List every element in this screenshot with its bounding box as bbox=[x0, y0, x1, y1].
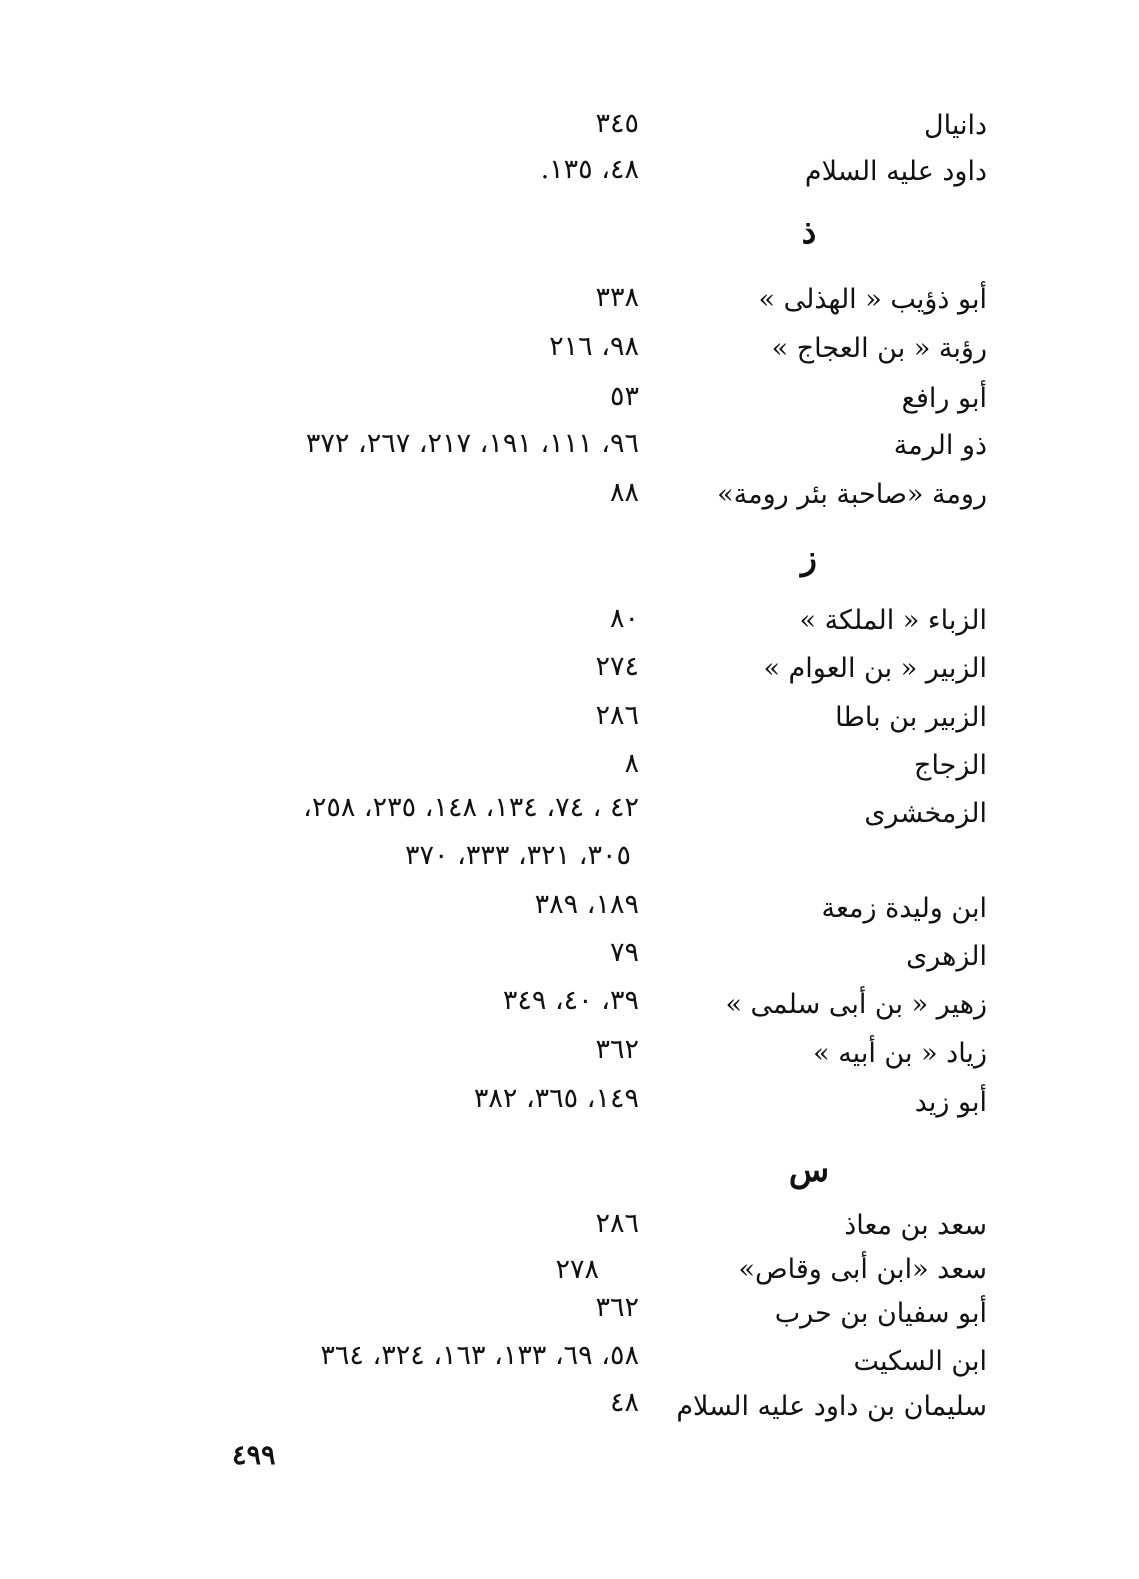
entry-pages: ٢٨٦ bbox=[595, 700, 639, 731]
entry-pages: ٣٦٢ bbox=[595, 1034, 639, 1065]
entry-pages: ٣٩، ٤٠، ٣٤٩ bbox=[502, 985, 639, 1016]
entry-pages: ٧٩ bbox=[609, 937, 639, 968]
entry-pages: ٨٨ bbox=[609, 477, 639, 508]
entry-pages: ٢٧٨ bbox=[555, 1254, 599, 1285]
entry-pages: ١٨٩، ٣٨٩ bbox=[534, 889, 639, 920]
entry-pages: ٩٨، ٢١٦ bbox=[549, 331, 639, 362]
entry-pages: ٤٢ ، ٧٤، ١٣٤، ١٤٨، ٢٣٥، ٢٥٨، bbox=[303, 792, 639, 823]
entry-pages: ٨ bbox=[624, 748, 639, 779]
entry-pages: ٢٧٤ bbox=[595, 651, 639, 682]
entry-name: ابن السكيت bbox=[853, 1346, 987, 1377]
entry-name: أبو سفيان بن حرب bbox=[774, 1298, 987, 1329]
section-letter: ذ bbox=[801, 212, 817, 251]
entry-name: الزجاج bbox=[914, 750, 987, 781]
entry-name: الزبير « بن العوام » bbox=[763, 653, 987, 684]
entry-pages: ١٤٩، ٣٦٥، ٣٨٢ bbox=[473, 1083, 639, 1114]
entry-name: سليمان بن داود عليه السلام bbox=[676, 1391, 987, 1422]
entry-name: الزباء « الملكة » bbox=[799, 605, 987, 636]
entry-pages: ٢٨٦ bbox=[595, 1208, 639, 1239]
entry-pages: ٣٣٨ bbox=[595, 282, 639, 313]
entry-pages: ٨٠ bbox=[609, 603, 639, 634]
entry-name: سعد «ابن أبى وقاص» bbox=[738, 1254, 987, 1285]
entry-name: داود عليه السلام bbox=[804, 156, 987, 187]
entry-name: رومة «صاحبة بئر رومة» bbox=[717, 479, 987, 510]
entry-pages: ٥٣ bbox=[609, 381, 639, 412]
section-letter: س bbox=[788, 1150, 830, 1189]
entry-name: أبو ذؤيب « الهذلى » bbox=[758, 284, 987, 315]
entry-name: ذو الرمة bbox=[893, 430, 987, 461]
entry-name: الزمخشرى bbox=[864, 798, 987, 829]
entry-pages: ٥٨، ٦٩، ١٣٣، ١٦٣، ٣٢٤، ٣٦٤ bbox=[320, 1340, 639, 1371]
entry-pages: ٣٦٢ bbox=[595, 1292, 639, 1323]
entry-name: سعد بن معاذ bbox=[844, 1210, 987, 1241]
entry-name: زهير « بن أبى سلمى » bbox=[725, 989, 987, 1020]
entry-name: زياد « بن أبيه » bbox=[813, 1038, 987, 1069]
entry-pages: ٩٦، ١١١، ١٩١، ٢١٧، ٢٦٧، ٣٧٢ bbox=[305, 428, 639, 459]
entry-name: الزبير بن باطا bbox=[835, 702, 987, 733]
entry-name: أبو رافع bbox=[901, 383, 987, 414]
entry-name: دانيال bbox=[923, 110, 987, 141]
section-letter: ز bbox=[801, 538, 817, 577]
entry-pages: ٣٤٥ bbox=[595, 108, 639, 139]
entry-name: أبو زيد bbox=[914, 1087, 987, 1118]
entry-name: رؤبة « بن العجاج » bbox=[771, 333, 987, 364]
page-number: ٤٩٩ bbox=[232, 1440, 276, 1471]
entry-name: ابن وليدة زمعة bbox=[821, 893, 987, 924]
entry-name: الزهرى bbox=[906, 941, 987, 972]
entry-pages: ٤٨، ١٣٥. bbox=[540, 154, 639, 185]
entry-pages: ٤٨ bbox=[609, 1387, 639, 1418]
entry-pages-continued: ٣٠٥، ٣٢١، ٣٣٣، ٣٧٠ bbox=[405, 840, 631, 871]
